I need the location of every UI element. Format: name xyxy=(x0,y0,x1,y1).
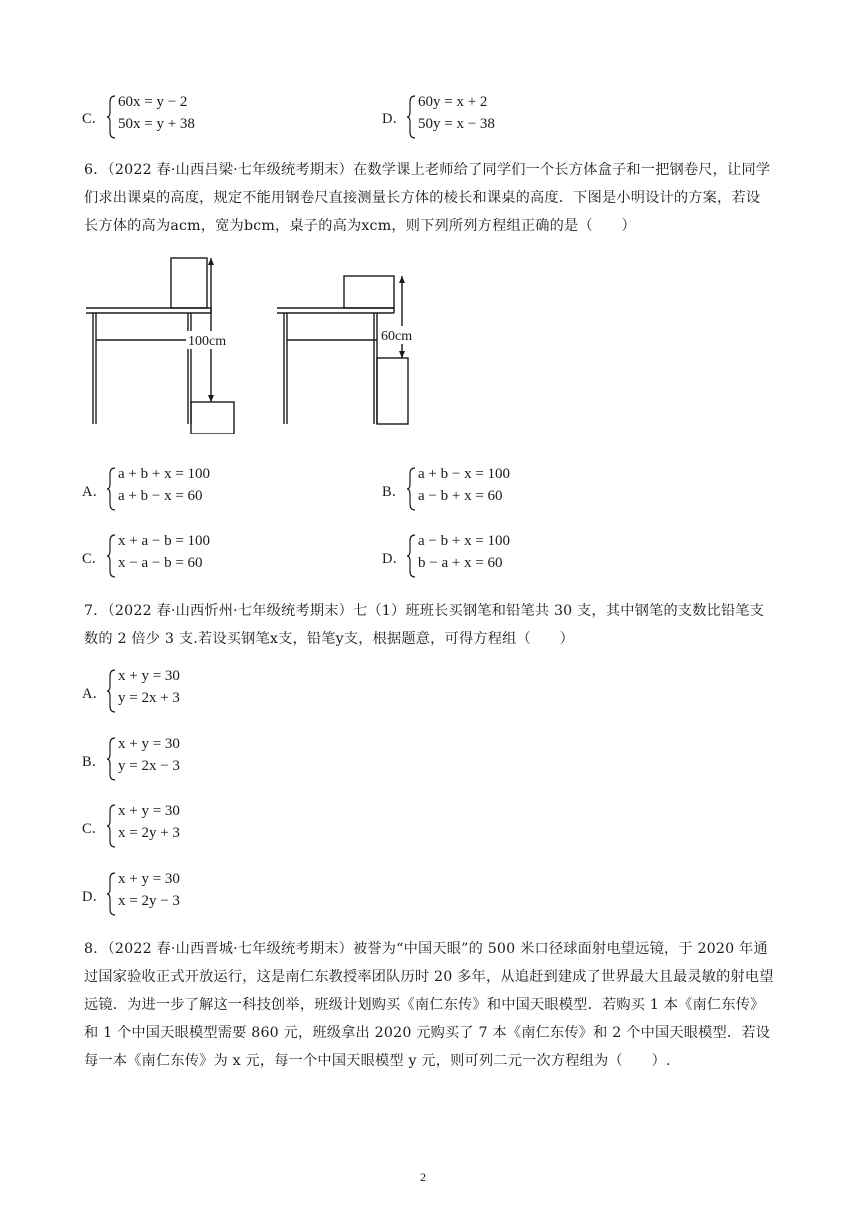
q6-b-equation-1: a + b − x = 100 xyxy=(418,466,511,482)
q7-d-equation-1: x + y = 30 xyxy=(118,871,180,887)
q5-option-d-label: D． xyxy=(382,111,407,127)
q7-a-equation-2: y = 2x + 3 xyxy=(118,690,180,706)
q6-c-equation-1: x + a − b = 100 xyxy=(118,533,211,549)
q5-c-equation-2: 50x = y + 38 xyxy=(118,116,195,132)
q6-option-c-label: C． xyxy=(82,551,107,567)
q7-c-equation-2: x = 2y + 3 xyxy=(118,825,180,841)
q5-option-c-label: C． xyxy=(82,111,107,127)
q7-option-c-system xyxy=(106,803,306,849)
q6-option-d-label: D． xyxy=(382,551,407,567)
box-on-desk-right xyxy=(344,276,394,308)
q6-b-equation-2: a − b + x = 60 xyxy=(418,488,503,504)
box-on-floor-right xyxy=(377,358,408,424)
q5-option-d-system xyxy=(406,94,606,140)
q5-d-equation-1: 60y = x + 2 xyxy=(418,94,488,110)
brace-icon xyxy=(106,94,116,140)
brace-icon xyxy=(406,94,416,140)
q7-option-a-system xyxy=(106,668,306,714)
brace-icon xyxy=(106,466,116,512)
q7-option-c-label: C． xyxy=(82,821,107,837)
q7-d-equation-2: x = 2y − 3 xyxy=(118,893,180,909)
brace-icon xyxy=(106,871,116,917)
q6-d-equation-2: b − a + x = 60 xyxy=(418,555,503,571)
brace-icon xyxy=(106,533,116,579)
brace-icon xyxy=(106,736,116,782)
brace-icon xyxy=(106,803,116,849)
q8-question-text: 8．（2022 春·山西晋城·七年级统考期末）被誉为“中国天眼”的 500 米口径球面射电望远镜，于 2020 年通过国家验收正式开放运行，这是南仁东教授率团队历时 20 多年，从追赶到建成了世界最大且最灵敏的射电望远镜．为进一步了解这一科技创举，班级计划购买《南仁东传》和中国天眼模型．若购买 1 本《南仁东传》和 1 个中国天眼模型需要 860 元，班级拿出 2020 元购买了 7 本《南仁东传》和 2 个中国天眼模型．若设每一本《南仁东传》为 x 元，每一个中国天眼模型 y 元，则可列二元一次方程组为（ ）. xyxy=(84,941,774,1069)
q6-figure xyxy=(84,254,444,434)
q7-c-equation-1: x + y = 30 xyxy=(118,803,180,819)
q7-b-equation-2: y = 2x − 3 xyxy=(118,758,180,774)
q7-b-equation-1: x + y = 30 xyxy=(118,736,180,752)
q6-d-equation-1: a − b + x = 100 xyxy=(418,533,511,549)
brace-icon xyxy=(106,668,116,714)
q5-d-equation-2: 50y = x − 38 xyxy=(418,116,495,132)
q7-option-b-system xyxy=(106,736,306,782)
q6-option-a-label: A． xyxy=(82,484,107,500)
q6-a-equation-2: a + b − x = 60 xyxy=(118,488,203,504)
q6-option-c-system xyxy=(106,533,306,579)
q7-option-a-label: A． xyxy=(82,686,107,702)
figure-label-100cm: 100cm xyxy=(188,334,227,349)
figure-label-60cm: 60cm xyxy=(381,329,413,344)
q7-option-d-system xyxy=(106,871,306,917)
q6-option-b-label: B． xyxy=(382,484,407,500)
q6-option-a-system xyxy=(106,466,306,512)
q5-option-c-system xyxy=(106,94,306,140)
q6-option-b-system xyxy=(406,466,606,512)
brace-icon xyxy=(406,533,416,579)
q5-c-equation-1: 60x = y − 2 xyxy=(118,94,188,110)
brace-icon xyxy=(406,466,416,512)
box-on-desk-left xyxy=(171,258,207,308)
box-on-floor-left xyxy=(191,402,234,434)
q7-option-d-label: D． xyxy=(82,889,107,905)
q6-c-equation-2: x − a − b = 60 xyxy=(118,555,203,571)
q6-a-equation-1: a + b + x = 100 xyxy=(118,466,211,482)
q7-a-equation-1: x + y = 30 xyxy=(118,668,180,684)
q6-question-text: 6．（2022 春·山西吕梁·七年级统考期末）在数学课上老师给了同学们一个长方体盒子和一把钢卷尺，让同学们求出课桌的高度，规定不能用钢卷尺直接测量长方体的棱长和课桌的高度．下图是小明设计的方案，若设长方体的高为acm，宽为bcm，桌子的高为xcm，则下列所列方程组正确的是（ ） xyxy=(84,162,771,234)
page-number: 2 xyxy=(420,1170,426,1184)
q7-question-text: 7．（2022 春·山西忻州·七年级统考期末）七（1）班班长买钢笔和铅笔共 30 支，其中钢笔的支数比铅笔支数的 2 倍少 3 支.若设买钢笔x支，铅笔y支，根据题意，可得方程组（ ） xyxy=(84,603,765,647)
q6-option-d-system xyxy=(406,533,606,579)
q7-option-b-label: B． xyxy=(82,754,107,770)
